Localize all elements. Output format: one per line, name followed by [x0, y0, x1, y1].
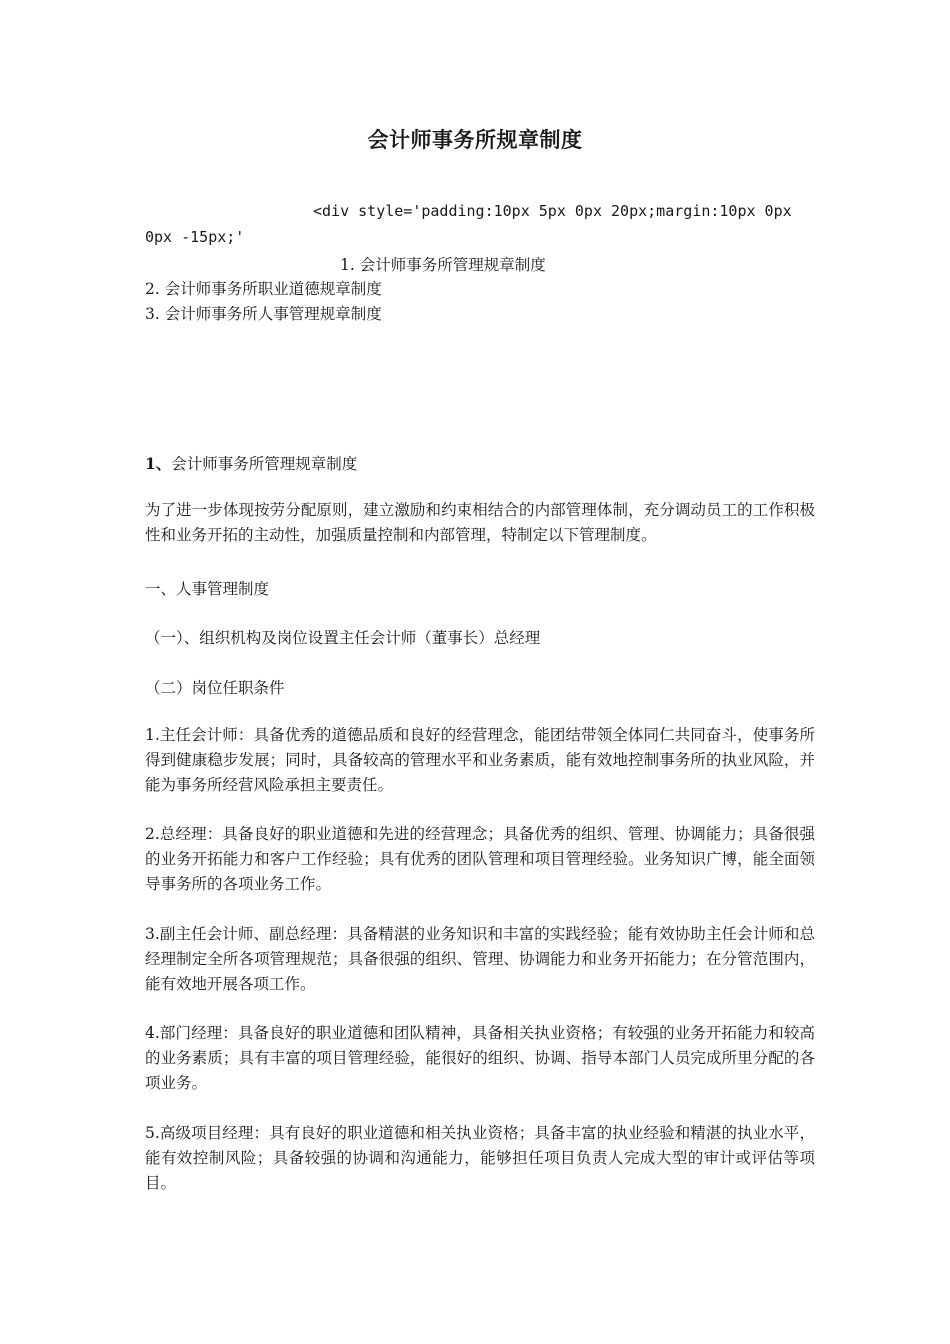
- code-snippet-line-1: <div style='padding:10px 5px 0px 20px;margin:10px 0px: [313, 202, 792, 220]
- intro-paragraph: 为了进一步体现按劳分配原则，建立激励和约束相结合的内部管理体制，充分调动员工的工作积极性和业务开拓的主动性，加强质量控制和内部管理，特制定以下管理制度。: [145, 501, 815, 544]
- section-1-title: 会计师事务所管理规章制度: [171, 455, 358, 473]
- subsection-2: （二）岗位任职条件: [145, 679, 285, 697]
- item-paragraph-1: 1.主任会计师：具备优秀的道德品质和良好的经营理念，能团结带领全体同仁共同奋斗，使事务所得到健康稳步发展；同时，具备较高的管理水平和业务素质，能有效地控制事务所的执业风险，并能为事务所经营风险承担主要责任。: [145, 726, 815, 794]
- toc-item-2[interactable]: 2. 会计师事务所职业道德规章制度: [145, 280, 382, 298]
- subsection-1: （一）、组织机构及岗位设置主任会计师（董事长）总经理: [145, 629, 541, 647]
- document-title: 会计师事务所规章制度: [367, 127, 583, 152]
- item-paragraph-5: 5.高级项目经理：具有良好的职业道德和相关执业资格；具备丰富的执业经验和精湛的执业水平，能有效控制风险；具备较强的协调和沟通能力，能够担任项目负责人完成大型的审计或评估等项目。: [145, 1124, 815, 1192]
- item-paragraph-3: 3.副主任会计师、副总经理：具备精湛的业务知识和丰富的实践经验；能有效协助主任会计师和总经理制定全所各项管理规范；具备很强的组织、管理、协调能力和业务开拓能力；在分管范围内，能有效地开展各项工作。: [145, 925, 815, 993]
- section-1-number: 1、: [145, 454, 172, 473]
- code-snippet-line-2: 0px -15px;': [145, 228, 245, 246]
- item-paragraph-4: 4.部门经理：具备良好的职业道德和团队精神，具备相关执业资格；有较强的业务开拓能力和较高的业务素质；具有丰富的项目管理经验，能很好的组织、协调、指导本部门人员完成所里分配的各项业务。: [145, 1024, 815, 1092]
- part-1-heading: 一、人事管理制度: [145, 580, 270, 598]
- section-1-heading: [145, 452, 815, 474]
- toc-item-1[interactable]: 1. 会计师事务所管理规章制度: [340, 256, 546, 274]
- toc-item-3[interactable]: 3. 会计师事务所人事管理规章制度: [145, 305, 382, 323]
- item-paragraph-2: 2.总经理：具备良好的职业道德和先进的经营理念；具备优秀的组织、管理、协调能力；具备很强的业务开拓能力和客户工作经验；具有优秀的团队管理和项目管理经验。业务知识广博，能全面领导事务所的各项业务工作。: [145, 825, 815, 893]
